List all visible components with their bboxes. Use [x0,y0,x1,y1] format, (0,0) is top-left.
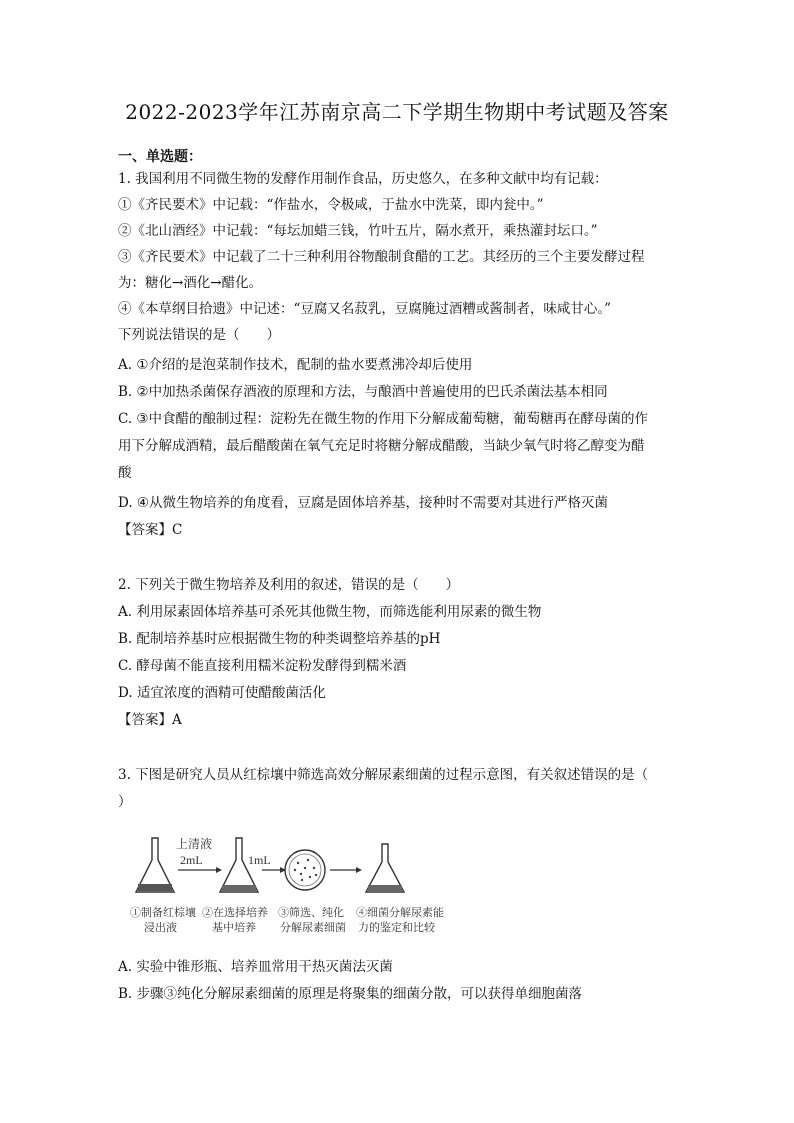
fig-label-supernatant: 上清液 [176,837,213,851]
q2-answer: 【答案】A [118,712,182,728]
q3-option-b: B. 步骤③纯化分解尿素细菌的原理是将聚集的细菌分散，可以获得单细胞菌落 [118,986,583,1002]
fig-caption-2a: ②在选择培养 [202,907,268,919]
q1-option-b: B. ②中加热杀菌保存酒液的原理和方法，与酿酒中普遍使用的巴氏杀菌法基本相同 [118,384,608,400]
flask-2-medium [222,885,256,891]
q2-option-c: C. 酵母菌不能直接利用糯米淀粉发酵得到糯米酒 [118,658,407,674]
q1-option-a: A. ①介绍的是泡菜制作技术，配制的盐水要煮沸冷却后使用 [118,357,473,373]
flask-4-icon [366,844,404,892]
q3-stem-cont: ） [118,794,132,810]
q3-stem: 3. 下图是研究人员从红棕壤中筛选高效分解尿素细菌的过程示意图，有关叙述错误的是（ [118,767,649,783]
flask-1-icon [136,838,174,892]
page-title: 2022-2023学年江苏南京高二下学期生物期中考试题及答案 [125,100,669,124]
q1-option-c-cont2: 酸 [118,465,132,481]
q2-option-b: B. 配制培养基时应根据微生物的种类调整培养基的pH [118,631,441,647]
q2-option-d: D. 适宜浓度的酒精可使醋酸菌活化 [118,685,326,701]
q1-item-3-cont: 为：糖化→酒化→醋化。 [118,275,263,291]
section-heading: 一、单选题： [118,149,202,165]
q1-option-d: D. ④从微生物培养的角度看，豆腐是固体培养基，接种时不需要对其进行严格灭菌 [118,495,609,511]
q1-option-c-cont: 用下分解成酒精，最后醋酸菌在氧气充足时将糖分解成醋酸，当缺少氧气时将乙醇变为醋 [118,438,645,454]
fig-caption-1a: ①制备红棕壤 [130,907,196,919]
q1-item-2: ②《北山酒经》中记载：“每坛加蜡三钱，竹叶五片，隔水煮开，乘热灌封坛口。” [118,223,598,239]
fig-label-1ml: 1mL [248,853,271,867]
colony-dots [294,859,317,881]
fig-caption-2b: 基中培养 [212,922,256,934]
fig-caption-4a: ④细菌分解尿素能 [356,907,444,919]
fig-caption-3a: ③筛选、纯化 [278,907,344,919]
q3-option-a: A. 实验中锥形瓶、培养皿常用干热灭菌法灭菌 [118,959,393,975]
q1-answer: 【答案】C [118,522,183,538]
flask-4-medium [368,885,402,891]
fig-caption-1b: 浸出液 [144,922,177,934]
q1-item-3: ③《齐民要术》中记载了二十三种利用谷物酿制食醋的工艺。其经历的三个主要发酵过程 [118,249,645,265]
flask-1-soil [138,884,172,891]
q1-option-c: C. ③中食醋的酿制过程：淀粉先在微生物的作用下分解成葡萄糖，葡萄糖再在酵母菌的作 [118,411,649,427]
q2-option-a: A. 利用尿素固体培养基可杀死其他微生物，而筛选能利用尿素的微生物 [118,604,542,620]
q1-stem: 1. 我国利用不同微生物的发酵作用制作食品，历史悠久，在多种文献中均有记载： [118,171,608,187]
fig-caption-3b: 分解尿素细菌 [280,922,346,934]
experiment-figure [130,830,470,945]
q1-item-1: ①《齐民要术》中记载：“作盐水，令极咸，于盐水中洗菜，即内瓮中。” [118,197,544,213]
fig-label-2ml: 2mL [180,853,203,867]
q1-ask: 下列说法错误的是（ ） [118,327,280,343]
q2-stem: 2. 下列关于微生物培养及利用的叙述，错误的是（ ） [118,577,460,593]
q1-item-4: ④《本草纲目拾遗》中记述：“豆腐又名菽乳，豆腐腌过酒糟或酱制者，味咸甘心。” [118,301,612,317]
petri-dish-icon [285,850,325,890]
fig-caption-4b: 力的鉴定和比较 [358,922,435,934]
